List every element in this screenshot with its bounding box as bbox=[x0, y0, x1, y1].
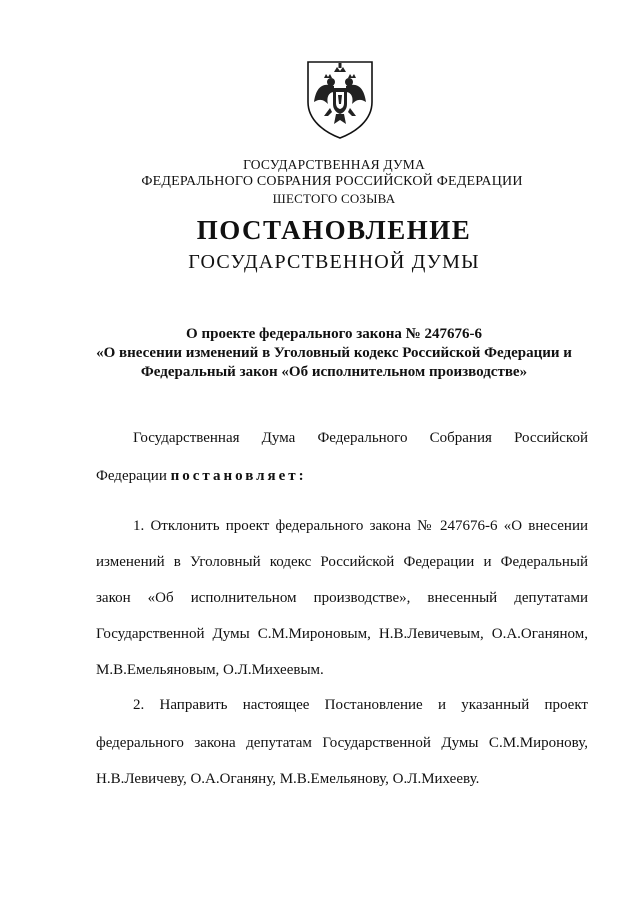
russian-coat-of-arms-icon bbox=[300, 58, 380, 140]
item-1-line-3: закон «Об исполнительном производстве», внесенный депутатами bbox=[96, 590, 588, 606]
document-subtitle: ГОСУДАРСТВЕННОЙ ДУМЫ bbox=[188, 251, 480, 273]
preamble-line-1: Государственная Дума Федерального Собрания Российской bbox=[133, 430, 588, 446]
item-2-line-2: федерального закона депутатам Государственной Думы С.М.Миронову, bbox=[96, 735, 588, 751]
item-1-line-5: М.В.Емельяновым, О.Л.Михеевым. bbox=[96, 662, 324, 678]
org-name-line-2: ФЕДЕРАЛЬНОГО СОБРАНИЯ РОССИЙСКОЙ ФЕДЕРАЦИИ bbox=[141, 174, 523, 189]
item-1-line-2: изменений в Уголовный кодекс Российской Федерации и Федеральный bbox=[96, 554, 588, 570]
org-name-line-1: ГОСУДАРСТВЕННАЯ ДУМА bbox=[243, 157, 425, 172]
preamble-line-2 bbox=[96, 468, 588, 485]
document-title: ПОСТАНОВЛЕНИЕ bbox=[196, 215, 472, 245]
item-1-line-1: 1. Отклонить проект федерального закона № 247676-6 «О внесении bbox=[133, 518, 588, 534]
subject-line-2: «О внесении изменений в Уголовный кодекс Российской Федерации и bbox=[96, 345, 572, 361]
convocation-line: ШЕСТОГО СОЗЫВА bbox=[272, 191, 396, 206]
resolves-keyword: постановляет: bbox=[170, 468, 307, 484]
subject-line-1: О проекте федерального закона № 247676-6 bbox=[186, 326, 482, 342]
subject-line-3: Федеральный закон «Об исполнительном производстве» bbox=[140, 364, 528, 380]
item-2-line-1: 2. Направить настоящее Постановление и указанный проект bbox=[133, 697, 588, 713]
preamble-lead-text: Федерации bbox=[96, 468, 171, 484]
item-1-line-4: Государственной Думы С.М.Мироновым, Н.В.Левичевым, О.А.Оганяном, bbox=[96, 626, 588, 642]
item-2-line-3: Н.В.Левичеву, О.А.Оганяну, М.В.Емельянову, О.Л.Михееву. bbox=[96, 771, 480, 787]
